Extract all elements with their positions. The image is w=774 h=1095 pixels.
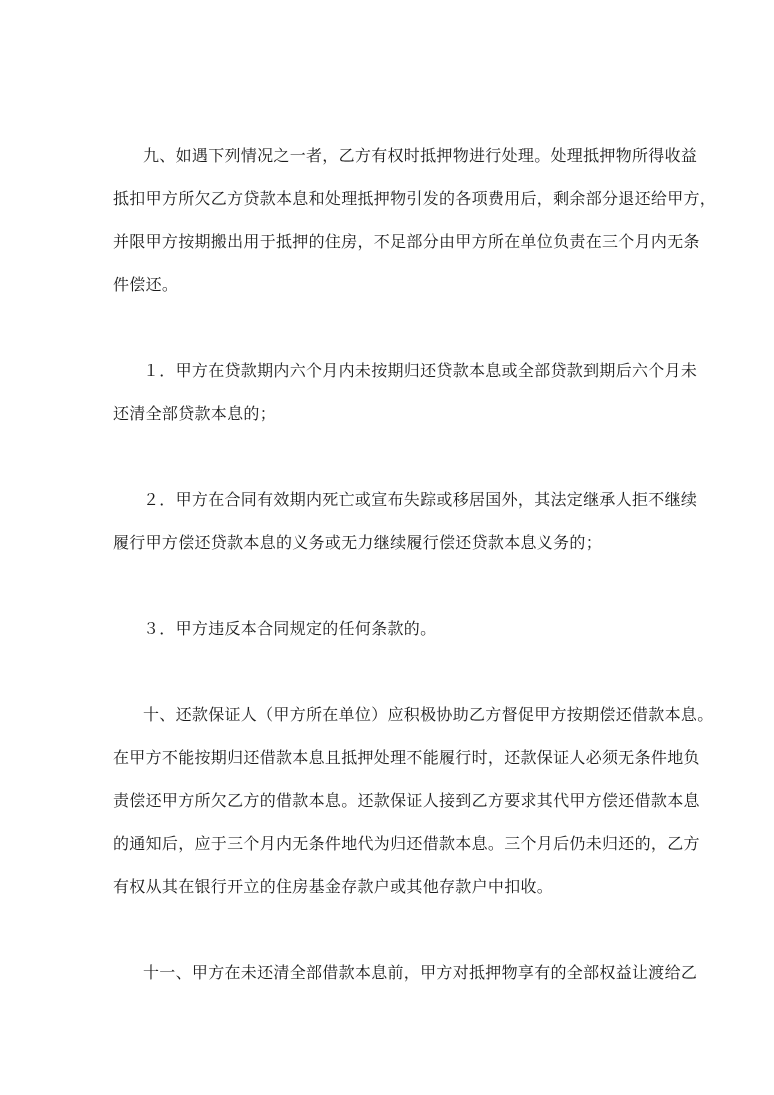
clause-9-line-1: 九、如遇下列情况之一者，乙方有权时抵押物进行处理。处理抵押物所得收益	[143, 146, 698, 165]
clause-9-line-3: 并限甲方按期搬出用于抵押的住房，不足部分由甲方所在单位负责在三个月内无条	[113, 232, 700, 251]
item-2-line-1: ２．甲方在合同有效期内死亡或宣布失踪或移居国外，其法定继承人拒不继续	[143, 490, 698, 509]
clause-10-line-3: 责偿还甲方所欠乙方的借款本息。还款保证人接到乙方要求其代甲方偿还借款本息	[113, 791, 700, 810]
item-1-line-1: １．甲方在贷款期内六个月内未按期归还贷款本息或全部贷款到期后六个月未	[143, 361, 698, 380]
clause-9-line-2: 抵扣甲方所欠乙方贷款本息和处理抵押物引发的各项费用后，剩余部分退还给甲方，	[113, 189, 717, 208]
clause-9-line-4: 件偿还。	[113, 275, 179, 294]
clause-10-line-4: 的通知后，应于三个月内无条件地代为归还借款本息。三个月后仍未归还的，乙方	[113, 834, 700, 853]
clause-11-line-1: 十一、甲方在未还清全部借款本息前，甲方对抵押物享有的全部权益让渡给乙	[143, 963, 698, 982]
clause-10-line-5: 有权从其在银行开立的住房基金存款户或其他存款户中扣收。	[113, 877, 554, 896]
item-3-line-1: ３．甲方违反本合同规定的任何条款的。	[143, 619, 437, 638]
clause-10-line-2: 在甲方不能按期归还借款本息且抵押处理不能履行时，还款保证人必须无条件地负	[113, 748, 700, 767]
item-2-line-2: 履行甲方偿还贷款本息的义务或无力继续履行偿还贷款本息义务的；	[113, 533, 603, 552]
item-1-line-2: 还清全部贷款本息的；	[113, 404, 277, 423]
clause-10-line-1: 十、还款保证人（甲方所在单位）应积极协助乙方督促甲方按期偿还借款本息。	[143, 705, 714, 724]
